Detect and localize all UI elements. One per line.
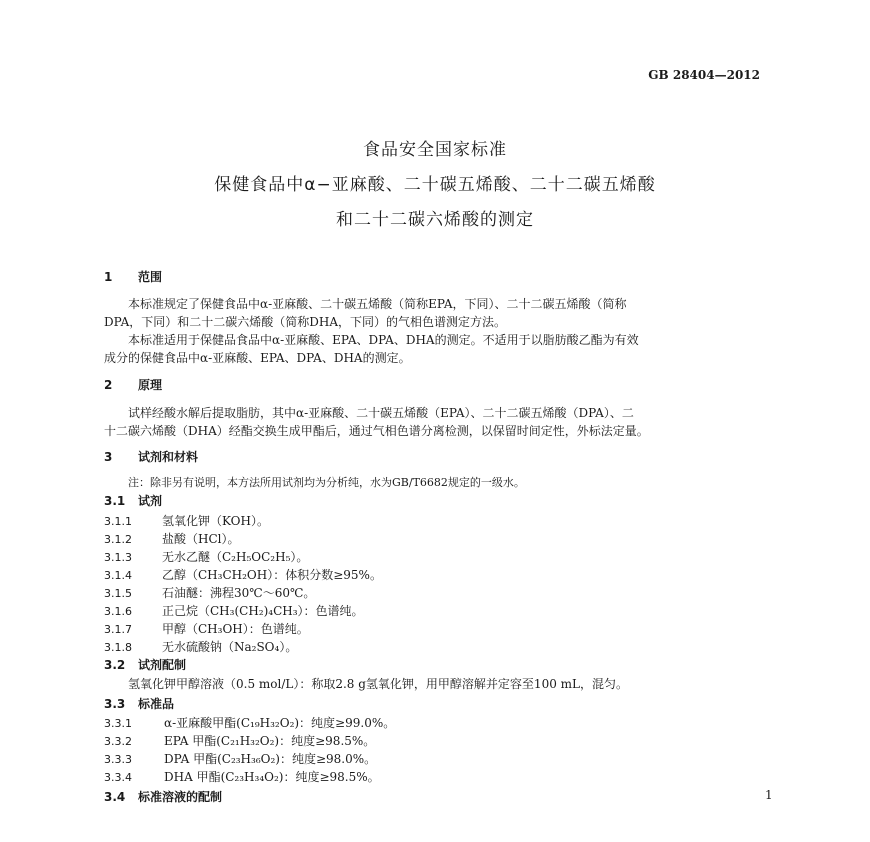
list-item [104,530,240,547]
section-number: 3 [104,450,113,464]
subsection-3-2-heading [104,656,186,673]
item-text: 氢氧化钾（KOH）。 [162,514,269,528]
item-text: 无水硫酸钠（Na₂SO₄）。 [162,640,298,654]
subsection-3-3-heading [104,695,174,712]
subsection-3-2-text: 氢氧化钾甲醇溶液（0.5 mol/L）：称取2.8 g氢氧化钾，用甲醇溶解并定容至100 mL，混匀。 [128,677,629,691]
page-number: 1 [765,788,773,802]
list-item [104,602,364,619]
document-title-line-3: 和二十二碳六烯酸的测定 [336,210,534,230]
item-number: 3.1.8 [104,641,132,654]
list-item [104,750,376,767]
subsection-number: 3.1 [104,494,126,508]
subsection-title: 试剂 [138,494,163,508]
item-number: 3.1.1 [104,515,132,528]
section-number: 1 [104,270,113,284]
item-text: 盐酸（HCl）。 [162,532,240,546]
list-item [104,620,309,637]
subsection-3-1-heading [104,492,162,509]
item-text: EPA 甲酯(C₂₁H₃₂O₂)：纯度≥98.5%。 [164,734,376,748]
item-text: 无水乙醚（C₂H₅OC₂H₅）。 [162,550,309,564]
subsection-title: 试剂配制 [138,658,187,672]
item-number: 3.3.4 [104,771,132,784]
item-text: 正己烷（CH₃(CH₂)₄CH₃）：色谱纯。 [162,604,364,618]
item-text: α-亚麻酸甲酯(C₁₉H₃₂O₂)：纯度≥99.0%。 [164,716,396,730]
item-text: 甲醇（CH₃OH）：色谱纯。 [162,622,309,636]
section-1-paragraph-2-line-2: 成分的保健食品中α-亚麻酸、EPA、DPA、DHA的测定。 [104,351,411,365]
item-number: 3.1.7 [104,623,132,636]
section-2-heading [104,376,162,393]
item-number: 3.3.1 [104,717,132,730]
item-text: 石油醚：沸程30℃～60℃。 [162,586,316,600]
section-title: 原理 [138,378,163,392]
subsection-number: 3.3 [104,697,126,711]
item-number: 3.1.5 [104,587,132,600]
list-item [104,768,380,785]
list-item [104,548,308,565]
list-item [104,584,315,601]
item-text: 乙醇（CH₃CH₂OH）：体积分数≥95%。 [162,568,382,582]
section-number: 2 [104,378,113,392]
section-1-paragraph-1-line-2: DPA，下同）和二十二碳六烯酸（简称DHA，下同）的气相色谱测定方法。 [104,315,507,329]
section-title: 范围 [138,270,163,284]
section-2-paragraph-line-2: 十二碳六烯酸（DHA）经酯交换生成甲酯后，通过气相色谱分离检测，以保留时间定性，外标法定量。 [104,424,649,438]
item-number: 3.1.4 [104,569,132,582]
section-1-paragraph-2-line-1: 本标准适用于保健品食品中α-亚麻酸、EPA、DPA、DHA的测定。不适用于以脂肪酸乙酯为有效 [128,333,639,347]
list-item [104,714,395,731]
list-item [104,638,297,655]
standard-code: GB 28404—2012 [648,68,760,82]
item-number: 3.1.3 [104,551,132,564]
section-3-note: 注：除非另有说明，本方法所用试剂均为分析纯，水为GB/T6682规定的一级水。 [128,476,525,489]
list-item [104,512,269,529]
list-item [104,732,375,749]
subsection-title: 标准溶液的配制 [138,790,223,804]
document-title-line-1: 食品安全国家标准 [363,140,507,160]
item-number: 3.3.2 [104,735,132,748]
item-number: 3.3.3 [104,753,132,766]
section-1-paragraph-1-line-1: 本标准规定了保健食品中α-亚麻酸、二十碳五烯酸（简称EPA，下同）、二十二碳五烯酸（简称 [128,297,627,311]
section-3-heading [104,448,198,465]
document-title-line-2: 保健食品中α−亚麻酸、二十碳五烯酸、二十二碳五烯酸 [214,175,656,195]
subsection-3-4-heading [104,788,222,805]
subsection-number: 3.2 [104,658,126,672]
section-2-paragraph-line-1: 试样经酸水解后提取脂肪，其中α-亚麻酸、二十碳五烯酸（EPA）、二十二碳五烯酸（DPA）、二 [128,406,634,420]
item-text: DPA 甲酯(C₂₃H₃₆O₂)：纯度≥98.0%。 [164,752,377,766]
item-text: DHA 甲酯(C₂₃H₃₄O₂)：纯度≥98.5%。 [164,770,380,784]
item-number: 3.1.6 [104,605,132,618]
subsection-title: 标准品 [138,697,175,711]
section-title: 试剂和材料 [138,450,199,464]
section-1-heading [104,268,162,285]
list-item [104,566,382,583]
item-number: 3.1.2 [104,533,132,546]
subsection-number: 3.4 [104,790,126,804]
